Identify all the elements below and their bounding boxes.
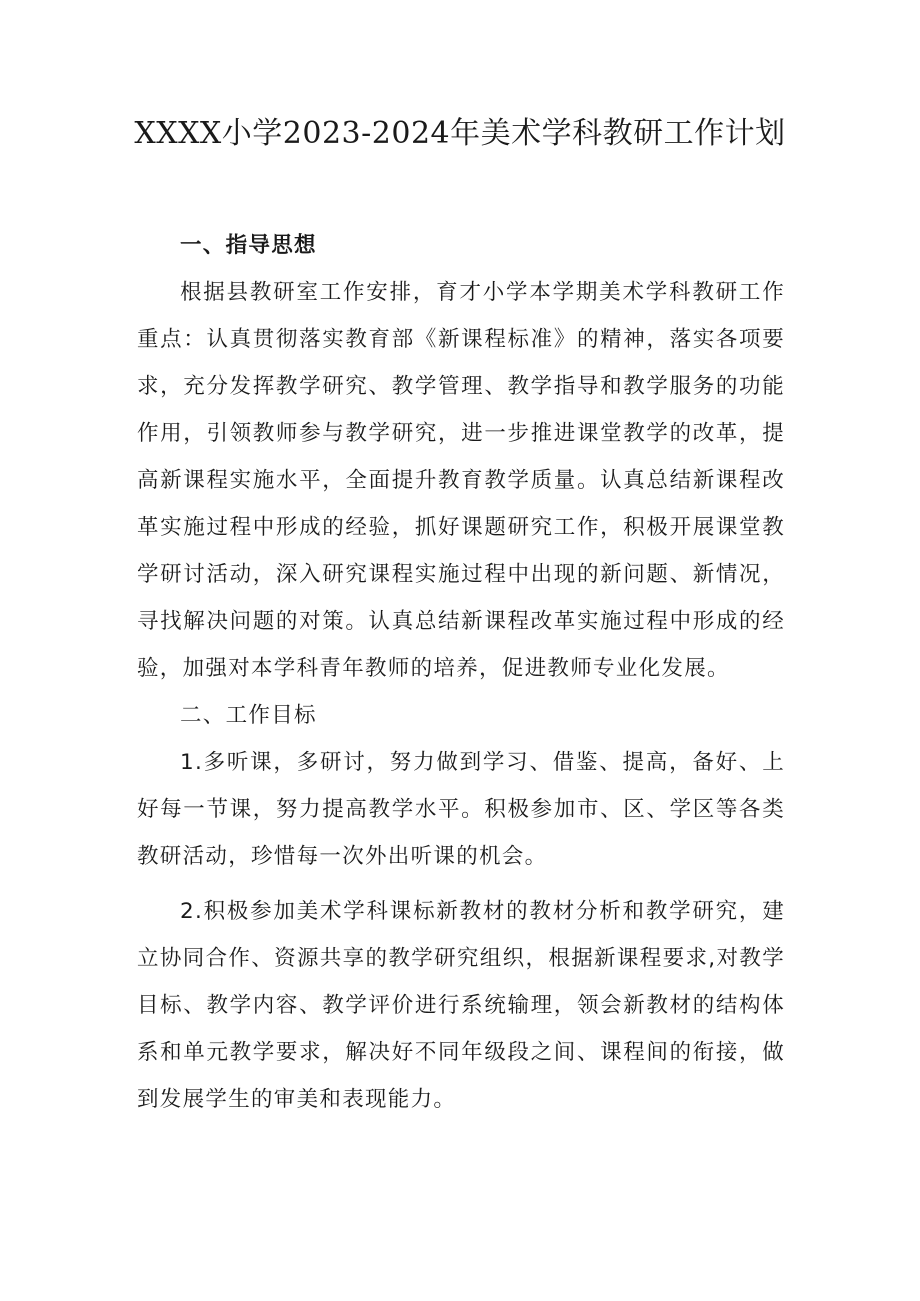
document-body [137,222,785,1123]
paragraph-guiding-ideology: 根据县教研室工作安排，育才小学本学期美术学科教研工作重点：认真贯彻落实教育部《新课程标准》的精神，落实各项要求，充分发挥教学研究、教学管理、教学指导和教学服务的功能作用，引领教师参与教学研究，进一步推进课堂教学的改革，提高新课程实施水平，全面提升教育教学质量。认真总结新课程改革实施过程中形成的经验，抓好课题研究工作，积极开展课堂教学研讨活动，深入研究课程实施过程中出现的新问题、新情况，寻找解决问题的对策。认真总结新课程改革实施过程中形成的经验，加强对本学科青年教师的培养，促进教师专业化发展。 [137,280,785,681]
document-title: XXXX小学2023-2024年美术学科教研工作计划 [134,116,786,151]
paragraph-goal-2: 2.积极参加美术学科课标新教材的教材分析和教学研究，建立协同合作、资源共享的教学研究组织，根据新课程要求,对教学目标、教学内容、教学评价进行系统输理，领会新教材的结构体系和单元教学要求，解决好不同年级段之间、课程间的衔接，做到发展学生的审美和表现能力。 [137,899,785,1112]
section-heading-work-goals: 二、工作目标 [180,703,317,728]
paragraph-goal-1: 1.多听课，多研讨，努力做到学习、借鉴、提高，备好、上好每一节课，努力提高教学水平。积极参加市、区、学区等各类教研活动，珍惜每一次外出听课的机会。 [137,750,785,869]
section-heading-guiding-ideology: 一、指导思想 [180,233,317,258]
